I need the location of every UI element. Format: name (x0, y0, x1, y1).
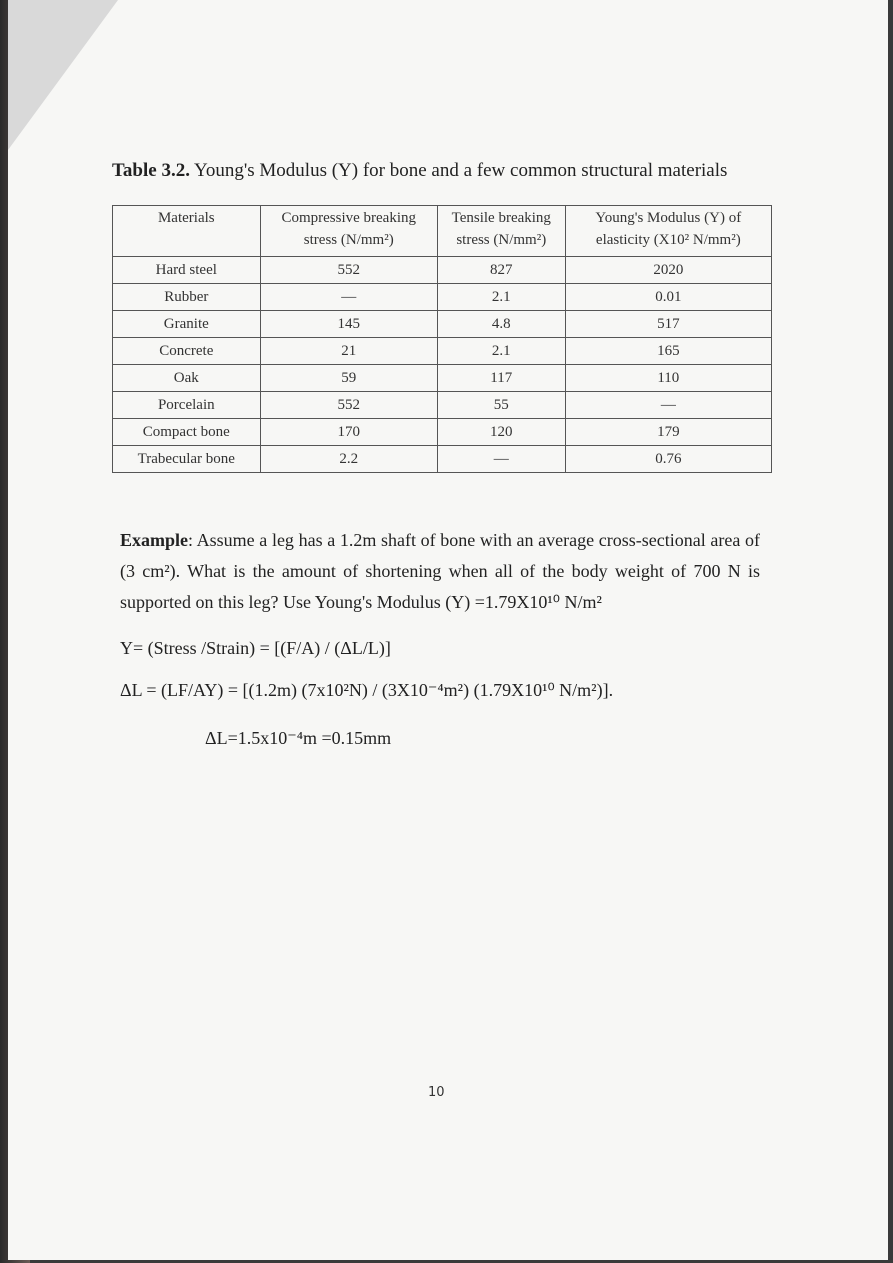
cell-modulus: — (565, 392, 771, 419)
cell-material: Granite (113, 311, 261, 338)
table-row (113, 446, 772, 473)
header-tensile: Tensile breaking stress (N/mm²) (437, 206, 565, 257)
cell-tensile: 55 (437, 392, 565, 419)
cell-material: Compact bone (113, 419, 261, 446)
document-page (8, 0, 888, 1260)
cell-compressive: 170 (260, 419, 437, 446)
cell-compressive: 552 (260, 257, 437, 284)
cell-modulus: 517 (565, 311, 771, 338)
cell-modulus: 0.01 (565, 284, 771, 311)
cell-tensile: 4.8 (437, 311, 565, 338)
cell-compressive: 2.2 (260, 446, 437, 473)
page-number: 10 (428, 1085, 445, 1100)
example-label: Example (120, 530, 189, 550)
table-row (113, 311, 772, 338)
cell-material: Porcelain (113, 392, 261, 419)
table-header-row (113, 206, 772, 257)
caption-label: Table 3.2. (112, 160, 190, 181)
cell-modulus: 2020 (565, 257, 771, 284)
cell-tensile: 120 (437, 419, 565, 446)
folded-corner (8, 0, 118, 150)
materials-table (112, 205, 772, 473)
header-compressive: Compressive breaking stress (N/mm²) (260, 206, 437, 257)
cell-material: Trabecular bone (113, 446, 261, 473)
table-caption (112, 160, 727, 182)
cell-material: Oak (113, 365, 261, 392)
cell-tensile: 2.1 (437, 338, 565, 365)
table-row (113, 419, 772, 446)
table-row (113, 365, 772, 392)
table-row (113, 284, 772, 311)
cell-tensile: — (437, 446, 565, 473)
cell-compressive: 59 (260, 365, 437, 392)
example-paragraph (120, 525, 760, 618)
table-row (113, 338, 772, 365)
cell-tensile: 2.1 (437, 284, 565, 311)
cell-tensile: 827 (437, 257, 565, 284)
cell-material: Concrete (113, 338, 261, 365)
cell-compressive: 552 (260, 392, 437, 419)
cell-compressive: — (260, 284, 437, 311)
cell-modulus: 0.76 (565, 446, 771, 473)
table-row (113, 392, 772, 419)
cell-compressive: 21 (260, 338, 437, 365)
equation-result: ΔL=1.5x10⁻⁴m =0.15mm (205, 728, 392, 748)
cell-material: Hard steel (113, 257, 261, 284)
equation-delta-l: ΔL = (LF/AY) = [(1.2m) (7x10²N) / (3X10⁻⁴m²) (1.79X10¹⁰ N/m²)]. (120, 680, 614, 700)
header-youngs-modulus: Young's Modulus (Y) of elasticity (X10² N/mm²) (565, 206, 771, 257)
cell-modulus: 165 (565, 338, 771, 365)
cell-compressive: 145 (260, 311, 437, 338)
cell-modulus: 179 (565, 419, 771, 446)
cell-tensile: 117 (437, 365, 565, 392)
table-row (113, 257, 772, 284)
example-text: : Assume a leg has a 1.2m shaft of bone with an average cross-sectional area of (3 cm²). What is the amount of shortening when all of the body weight of 700 N is supported on this leg? Use Young's Modulus (Y) =1.79X10¹⁰ N/m² (120, 530, 760, 612)
caption-text: Young's Modulus (Y) for bone and a few common structural materials (189, 160, 728, 181)
cell-material: Rubber (113, 284, 261, 311)
header-materials: Materials (113, 206, 261, 257)
cell-modulus: 110 (565, 365, 771, 392)
equation-youngs-modulus: Y= (Stress /Strain) = [(F/A) / (ΔL/L)] (120, 638, 391, 658)
